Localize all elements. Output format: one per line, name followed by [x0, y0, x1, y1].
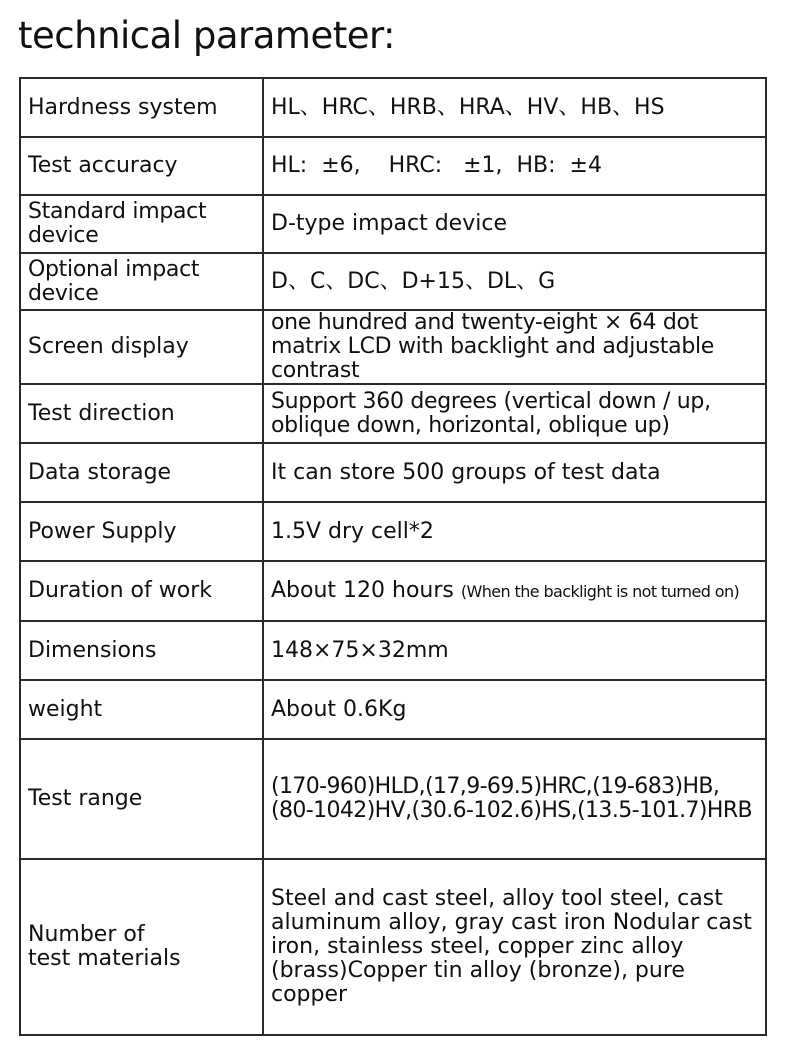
row-label: weight	[20, 680, 263, 739]
table-row	[20, 502, 766, 561]
table-row	[20, 253, 766, 310]
row-value	[263, 561, 766, 621]
row-label: Test range	[20, 739, 263, 859]
spec-table	[19, 77, 767, 1036]
row-value: 1.5V dry cell*2	[263, 502, 766, 561]
table-row	[20, 621, 766, 680]
row-label: Duration of work	[20, 561, 263, 621]
row-value: 148×75×32mm	[263, 621, 766, 680]
table-row	[20, 859, 766, 1035]
row-value: Support 360 degrees (vertical down / up, oblique down, horizontal, oblique up)	[263, 384, 766, 443]
materials-label-line: Number of	[28, 922, 145, 947]
row-value: About 0.6Kg	[263, 680, 766, 739]
test-range-line: (170-960)HLD,(17,9-69.5)HRC,(19-683)HB,	[271, 774, 720, 799]
duration-note: (When the backlight is not turned on)	[460, 581, 740, 601]
row-value: HL、HRC、HRB、HRA、HV、HB、HS	[263, 78, 766, 137]
test-range-line: (80-1042)HV,(30.6-102.6)HS,(13.5-101.7)HRB	[271, 798, 753, 823]
table-row	[20, 561, 766, 621]
row-value: D-type impact device	[263, 195, 766, 253]
table-row	[20, 739, 766, 859]
row-value: It can store 500 groups of test data	[263, 443, 766, 502]
row-label: Optional impact device	[20, 253, 263, 310]
table-row	[20, 443, 766, 502]
row-value: HL: ±6, HRC: ±1, HB: ±4	[263, 137, 766, 195]
table-row	[20, 310, 766, 384]
duration-value: About 120 hours	[271, 577, 454, 603]
table-row	[20, 680, 766, 739]
row-value: D、C、DC、D+15、DL、G	[263, 253, 766, 310]
row-label: Dimensions	[20, 621, 263, 680]
table-row	[20, 384, 766, 443]
row-label: Test direction	[20, 384, 263, 443]
row-label	[20, 859, 263, 1035]
materials-label-line: test materials	[28, 946, 181, 971]
table-row	[20, 137, 766, 195]
row-label: Hardness system	[20, 78, 263, 137]
row-value: Steel and cast steel, alloy tool steel, cast aluminum alloy, gray cast iron Nodular cast iron, stainless steel, copper zinc alloy (brass)Copper tin alloy (bronze), pure copper	[263, 859, 766, 1035]
row-label: Screen display	[20, 310, 263, 384]
table-row	[20, 195, 766, 253]
row-value	[263, 739, 766, 859]
row-label: Power Supply	[20, 502, 263, 561]
page-title: technical parameter:	[18, 14, 396, 57]
row-label: Test accuracy	[20, 137, 263, 195]
row-value: one hundred and twenty-eight × 64 dot matrix LCD with backlight and adjustable contrast	[263, 310, 766, 384]
row-label: Data storage	[20, 443, 263, 502]
row-label: Standard impact device	[20, 195, 263, 253]
table-row	[20, 78, 766, 137]
